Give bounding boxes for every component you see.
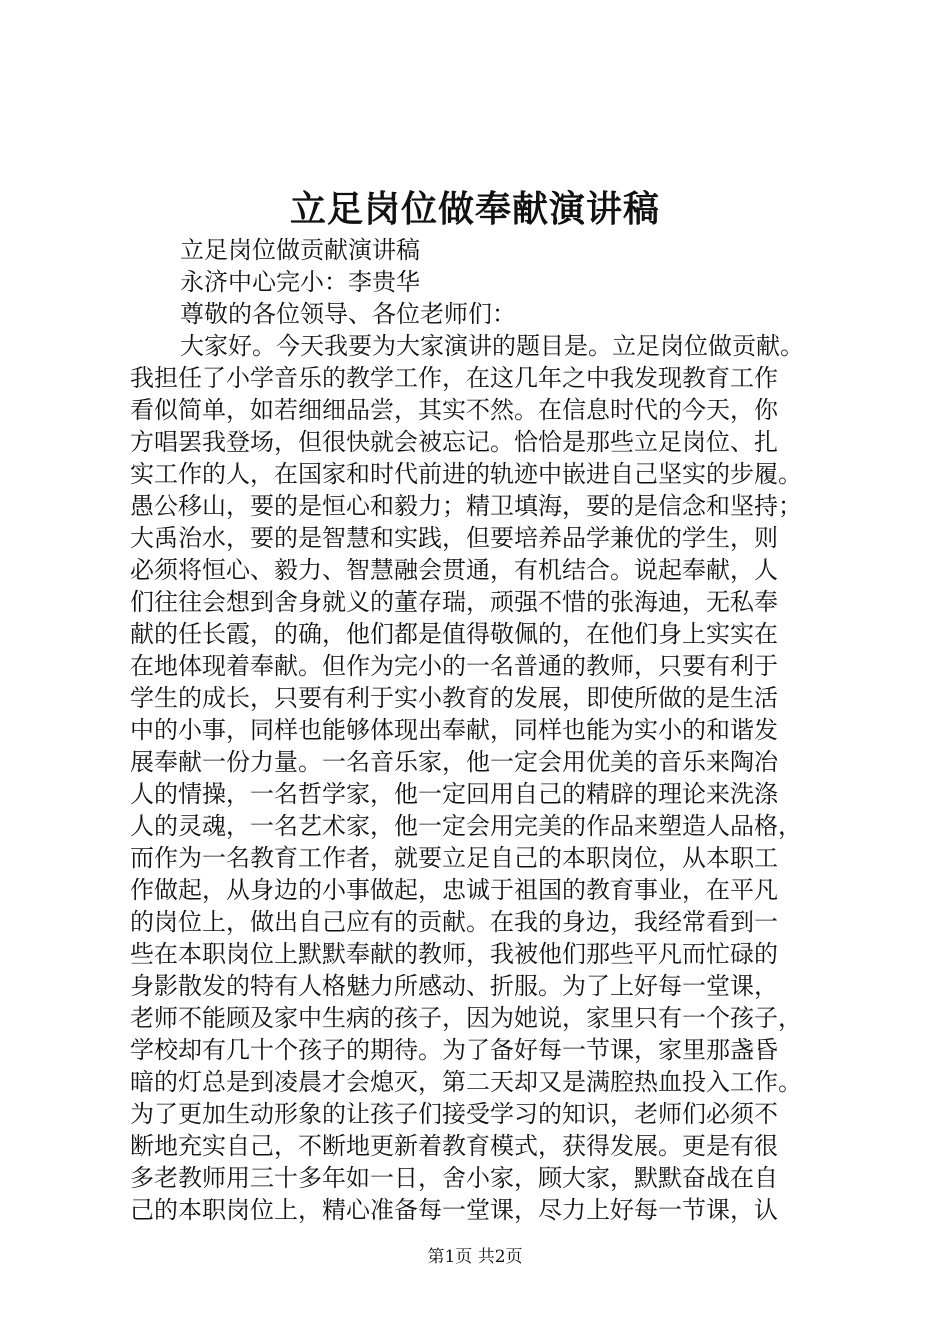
body-line: 中的小事，同样也能够体现出奉献，同样也能为实小的和谐发	[130, 716, 778, 744]
body-line: 大禹治水，要的是智慧和实践，但要培养品学兼优的学生，则	[130, 524, 778, 552]
body-line: 方唱罢我登场，但很快就会被忘记。恰恰是那些立足岗位、扎	[130, 428, 778, 456]
document-salutation: 尊敬的各位领导、各位老师们：	[180, 300, 516, 328]
body-paragraph	[130, 330, 850, 1226]
body-line: 在地体现着奉献。但作为完小的一名普通的教师，只要有利于	[130, 652, 778, 680]
body-line: 愚公移山，要的是恒心和毅力；精卫填海，要的是信念和坚持；	[130, 492, 802, 520]
document-title: 立足岗位做奉献演讲稿	[289, 188, 660, 230]
body-line: 而作为一名教育工作者，就要立足自己的本职岗位，从本职工	[130, 844, 778, 872]
body-line: 多老教师用三十多年如一日，舍小家，顾大家，默默奋战在自	[130, 1164, 778, 1192]
body-line: 断地充实自己，不断地更新着教育模式，获得发展。更是有很	[130, 1132, 778, 1160]
document-subtitle: 立足岗位做贡献演讲稿	[180, 236, 420, 264]
body-line: 展奉献一份力量。一名音乐家，他一定会用优美的音乐来陶冶	[130, 748, 778, 776]
body-line: 作做起，从身边的小事做起，忠诚于祖国的教育事业，在平凡	[130, 876, 778, 904]
body-line: 些在本职岗位上默默奉献的教师，我被他们那些平凡而忙碌的	[130, 940, 778, 968]
body-line: 为了更加生动形象的让孩子们接受学习的知识，老师们必须不	[130, 1100, 778, 1128]
body-line: 暗的灯总是到凌晨才会熄灭，第二天却又是满腔热血投入工作。	[130, 1068, 802, 1096]
body-line: 的岗位上，做出自己应有的贡献。在我的身边，我经常看到一	[130, 908, 778, 936]
body-line: 我担任了小学音乐的教学工作，在这几年之中我发现教育工作	[130, 364, 778, 392]
body-line: 己的本职岗位上，精心准备每一堂课，尽力上好每一节课，认	[130, 1196, 778, 1224]
body-line: 老师不能顾及家中生病的孩子，因为她说，家里只有一个孩子，	[130, 1004, 802, 1032]
body-line: 看似简单，如若细细品尝，其实不然。在信息时代的今天，你	[130, 396, 778, 424]
body-line: 学生的成长，只要有利于实小教育的发展，即使所做的是生活	[130, 684, 778, 712]
document-body	[130, 234, 850, 1226]
document-author: 永济中心完小：李贵华	[180, 268, 420, 296]
body-line: 必须将恒心、毅力、智慧融会贯通，有机结合。说起奉献，人	[130, 556, 778, 584]
body-line: 人的情操，一名哲学家，他一定回用自己的精辟的理论来洗涤	[130, 780, 778, 808]
body-line: 人的灵魂，一名艺术家，他一定会用完美的作品来塑造人品格，	[130, 812, 802, 840]
page-footer: 第1页 共2页	[427, 1247, 523, 1267]
body-line: 们往往会想到舍身就义的董存瑞，顽强不惜的张海迪，无私奉	[130, 588, 778, 616]
body-line: 献的任长霞，的确，他们都是值得敬佩的，在他们身上实实在	[130, 620, 778, 648]
body-line: 实工作的人，在国家和时代前进的轨迹中嵌进自己坚实的步履。	[130, 460, 802, 488]
body-line: 大家好。今天我要为大家演讲的题目是。立足岗位做贡献。	[180, 332, 804, 360]
body-line: 身影散发的特有人格魅力所感动、折服。为了上好每一堂课，	[130, 972, 778, 1000]
body-line: 学校却有几十个孩子的期待。为了备好每一节课，家里那盏昏	[130, 1036, 778, 1064]
